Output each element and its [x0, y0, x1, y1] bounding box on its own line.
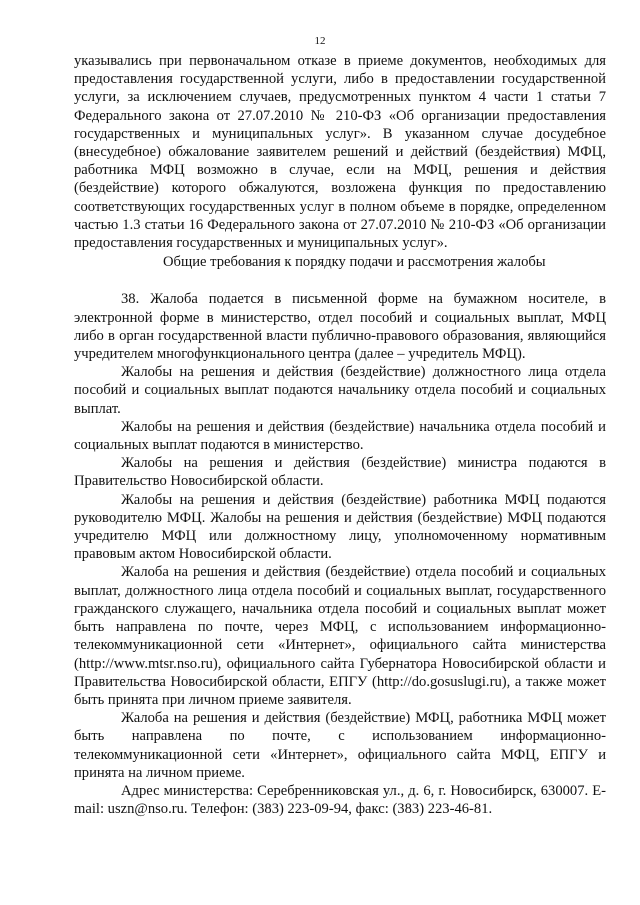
- paragraph-ministry-address: Адрес министерства: Серебренниковская ул., д. 6, г. Новосибирск, 630007. E-mail: uszn@nso.ru. Телефон: (383) 223-09-94, факс: (383) 223-46-81.: [74, 782, 606, 818]
- page-number: 12: [314, 35, 326, 47]
- paragraph-submission-channels: Жалоба на решения и действия (бездействие) отдела пособий и социальных выплат, должностного лица отдела пособий и социальных выплат, государственного гражданского служащего, начальника отдела пособий и социальных выплат может быть направлена по почте, через МФЦ, с использованием информационно-телекоммуникационной сети «Интернет», официального сайта министерства (http://www.mtsr.nso.ru), официального сайта Губернатора Новосибирской области и Правительства Новосибирской области, ЕПГУ (http://do.gosuslugi.ru), а также может быть принята при личном приеме заявителя.: [74, 564, 606, 708]
- paragraph-official-complaints: Жалобы на решения и действия (бездействие) должностного лица отдела пособий и социальных выплат подаются начальнику отдела пособий и социальных выплат.: [74, 364, 606, 417]
- paragraph-mfc-worker-complaints: Жалобы на решения и действия (бездействие) работника МФЦ подаются руководителю МФЦ. Жалобы на решения и действия (бездействие) МФЦ подаются учредителю МФЦ или должностному лицу, уполномоченному нормативным правовым актом Новосибирской области.: [74, 491, 606, 563]
- paragraph-head-complaints: Жалобы на решения и действия (бездействие) начальника отдела пособий и социальных выплат подаются в министерство.: [74, 418, 606, 454]
- section-heading: Общие требования к порядку подачи и рассмотрения жалобы: [163, 254, 546, 271]
- paragraph-mfc-submission-channels: Жалоба на решения и действия (бездействие) МФЦ, работника МФЦ может быть направлена по почте, с использованием информационно-телекоммуникационной сети «Интернет», официального сайта МФЦ, ЕПГУ и принята на личном приеме.: [74, 710, 606, 781]
- intro-paragraph: указывались при первоначальном отказе в приеме документов, необходимых для предоставления государственной услуги, либо в предоставлении государственной услуги, за исключением случаев, предусмотренных пунктом 4 части 1 статьи 7 Федерального закона от 27.07.2010 № 210-ФЗ «Об организации предоставления государственных и муниципальных услуг». В указанном случае досудебное (внесудебное) обжалование заявителем решений и действий (бездействия) МФЦ, работника МФЦ возможно в случае, если на МФЦ, решения и действия (бездействие) которого обжалуются, возложена функция по предоставлению соответствующих государственных услуг в полном объеме в порядке, определенном частью 1.3 статьи 16 Федерального закона от 27.07.2010 № 210-ФЗ «Об организации предоставления государственных и муниципальных услуг».: [74, 53, 606, 252]
- body-text: [74, 52, 606, 818]
- paragraph-minister-complaints: Жалобы на решения и действия (бездействие) министра подаются в Правительство Новосибирской области.: [74, 455, 606, 490]
- paragraph-38: 38. Жалоба подается в письменной форме на бумажном носителе, в электронной форме в министерство, отдел пособий и социальных выплат, МФЦ либо в орган государственной власти публично-правового образования, являющийся учредителем многофункционального центра (далее – учредитель МФЦ).: [74, 291, 606, 363]
